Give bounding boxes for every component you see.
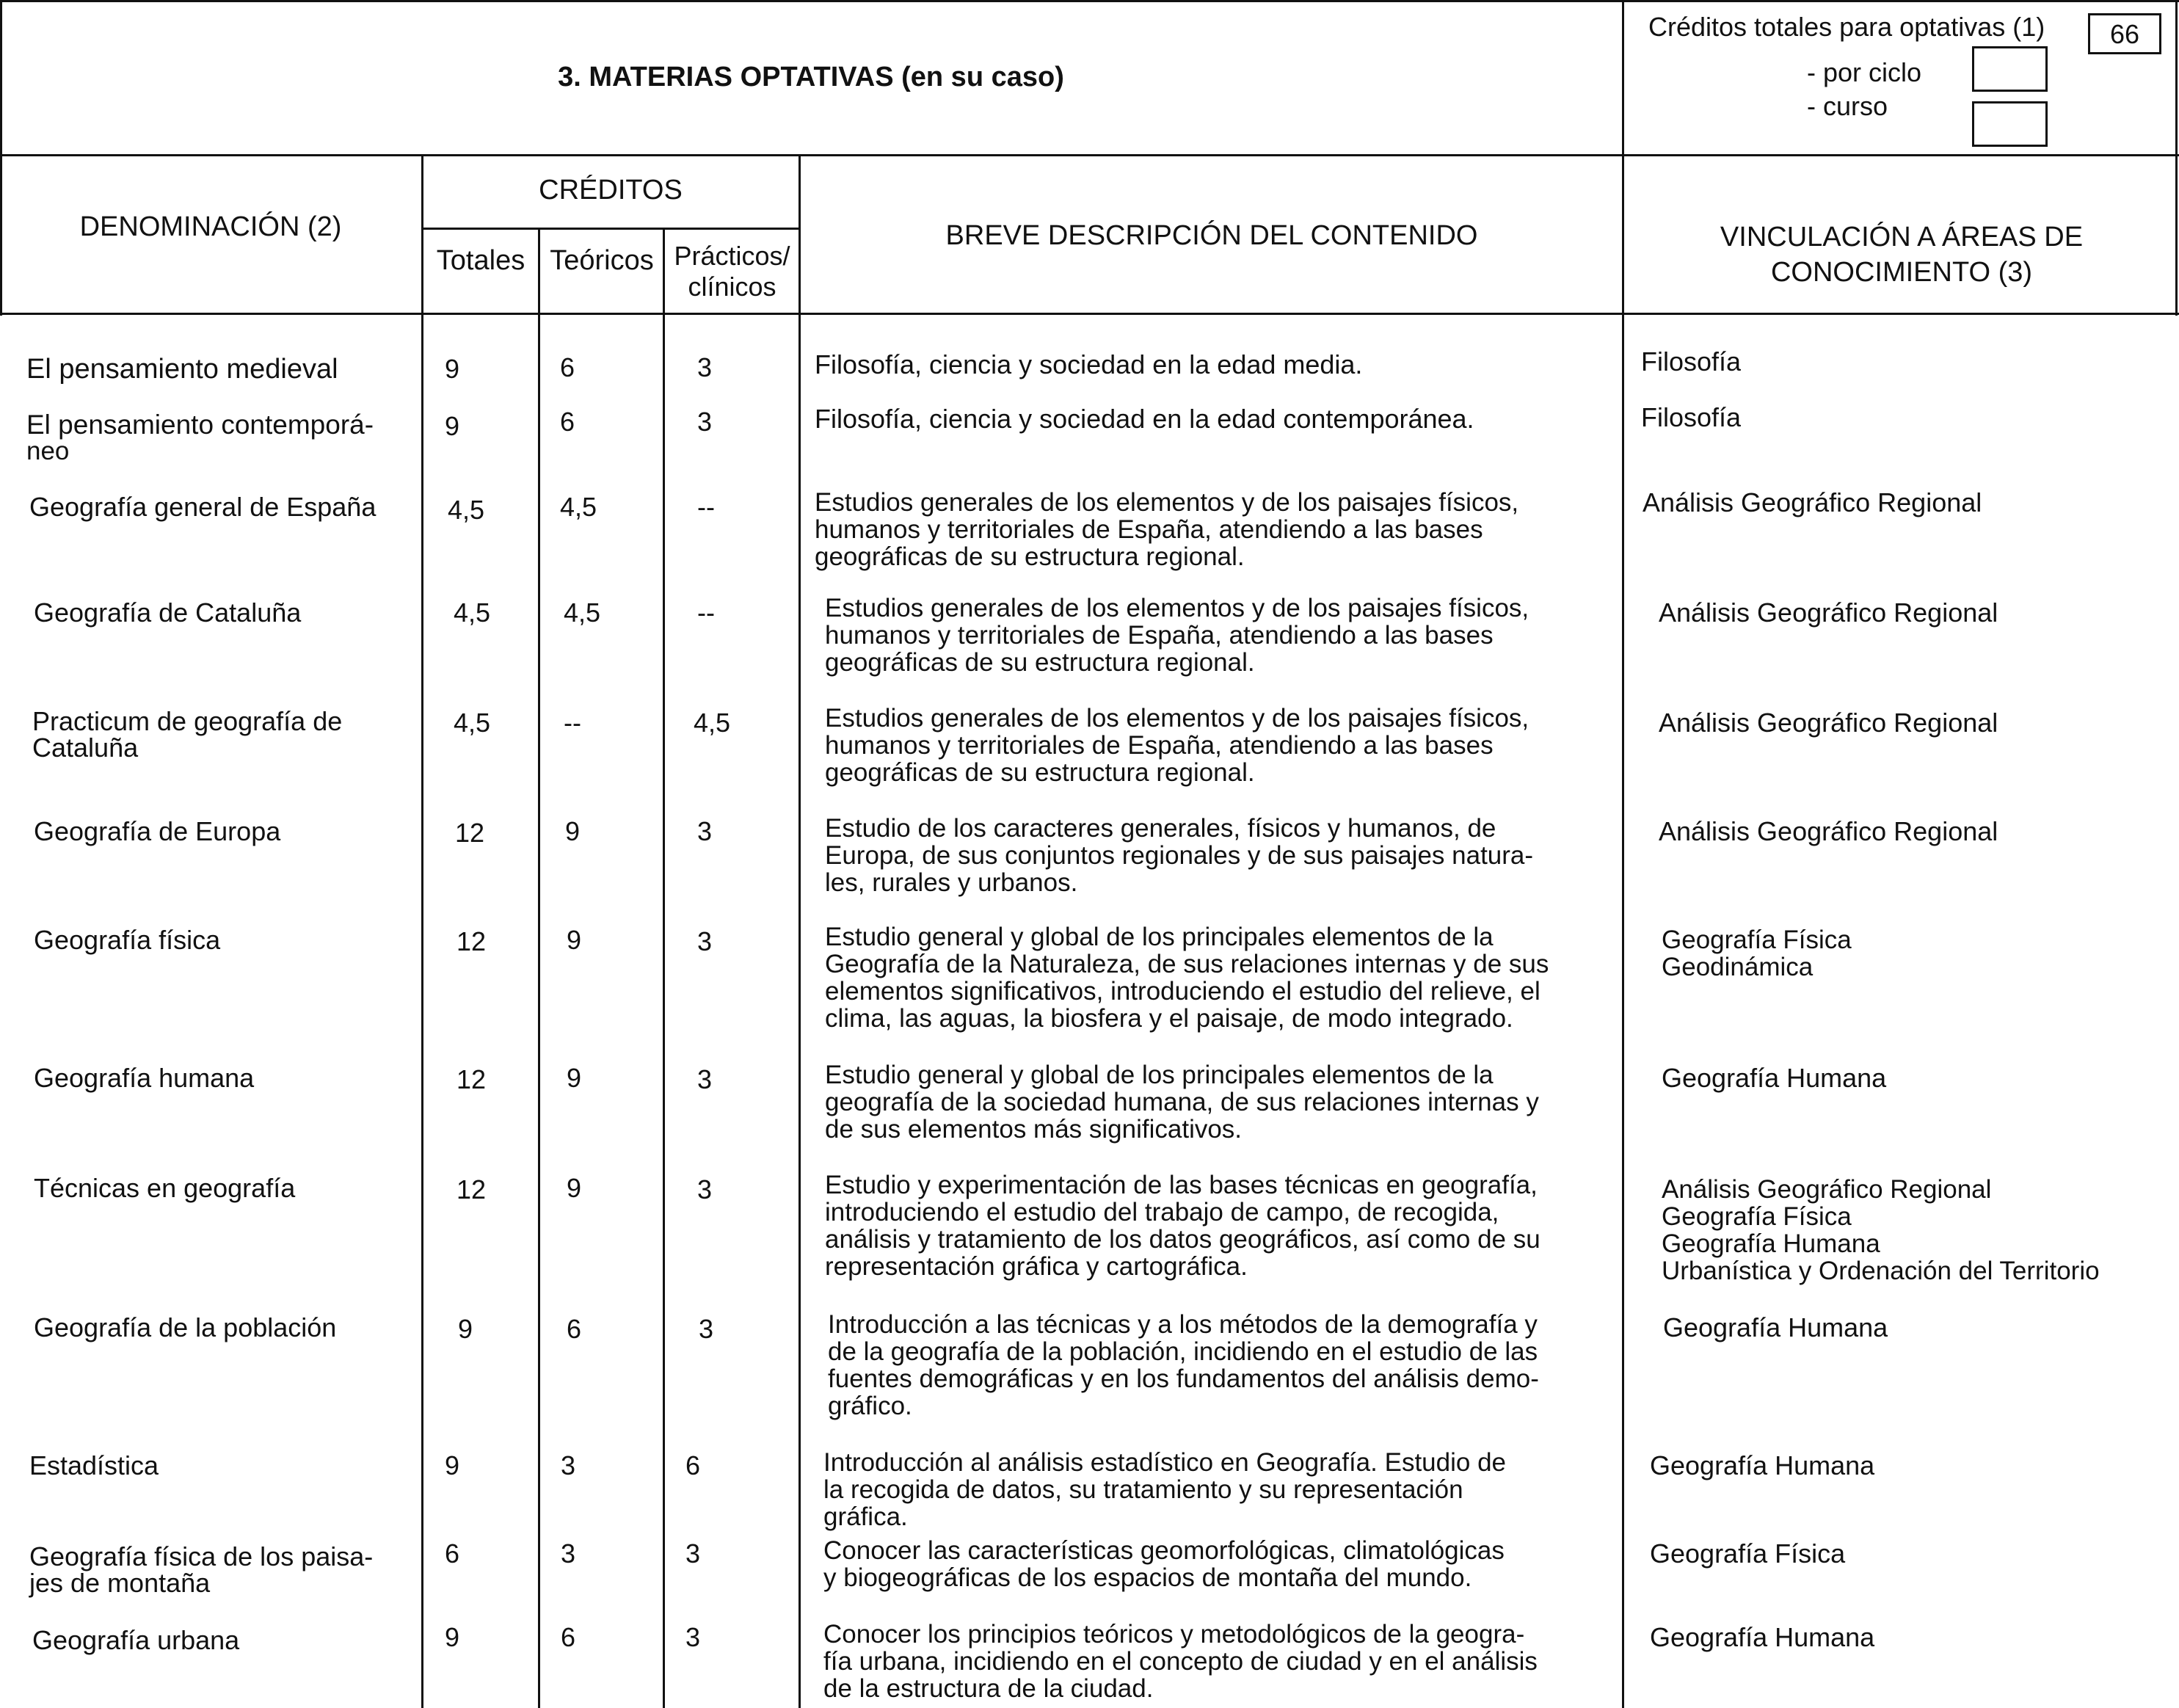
desc-line: Introducción al análisis estadístico en Geografía. Estudio de bbox=[823, 1448, 1506, 1477]
desc-line: geográficas de su estructura regional. bbox=[825, 758, 1255, 787]
header-bottom-rule bbox=[0, 313, 2179, 315]
desc-line: de sus elementos más significativos. bbox=[825, 1115, 1243, 1144]
row-area: Geografía Humana bbox=[1663, 1312, 1888, 1342]
row-practicos: 4,5 bbox=[694, 708, 731, 738]
row-area bbox=[1662, 926, 1852, 981]
desc-line: y biogeográficas de los espacios de montaña del mundo. bbox=[823, 1563, 1472, 1592]
row-name: El pensamiento medieval bbox=[26, 354, 338, 385]
desc-line: Introducción a las técnicas y a los métodos de la demografía y bbox=[828, 1310, 1538, 1339]
area-line: Análisis Geográfico Regional bbox=[1662, 1175, 1992, 1204]
desc-line: representación gráfica y cartográfica. bbox=[825, 1252, 1248, 1281]
row-practicos: 3 bbox=[685, 1538, 701, 1569]
row-descripcion bbox=[825, 923, 1549, 1032]
area-line: Geografía Física bbox=[1662, 926, 1852, 954]
row-totales: 12 bbox=[456, 926, 487, 956]
row-name: Geografía urbana bbox=[32, 1625, 240, 1655]
row-name: Geografía general de España bbox=[29, 492, 376, 522]
desc-line: la recogida de datos, su tratamiento y su representación bbox=[823, 1475, 1463, 1504]
row-teoricos: 9 bbox=[567, 925, 582, 955]
por-ciclo-label: - por ciclo bbox=[1807, 57, 1922, 87]
row-descripcion bbox=[823, 1449, 1506, 1530]
header-practicos-line2: clínicos bbox=[688, 272, 776, 302]
top-border bbox=[0, 0, 2179, 2]
col-rule-2 bbox=[538, 228, 540, 1708]
credits-total-label: Créditos totales para optativas (1) bbox=[1648, 12, 2045, 42]
row-descripcion bbox=[828, 1311, 1539, 1420]
row-practicos: 3 bbox=[697, 407, 713, 437]
row-area: Geografía Humana bbox=[1662, 1063, 1887, 1093]
header-practicos-line1: Prácticos/ bbox=[674, 241, 790, 271]
header-creditos: CRÉDITOS bbox=[539, 175, 683, 206]
desc-line: gráfico. bbox=[828, 1392, 912, 1420]
row-name: Técnicas en geografía bbox=[34, 1173, 296, 1203]
desc-line: de la estructura de la ciudad. bbox=[823, 1674, 1154, 1703]
row-name: jes de montaña bbox=[29, 1568, 211, 1598]
header-denominacion: DENOMINACIÓN (2) bbox=[79, 211, 342, 242]
desc-line: humanos y territoriales de España, atendiendo a las bases bbox=[825, 621, 1494, 650]
row-practicos: 6 bbox=[685, 1450, 701, 1480]
row-name: Geografía física de los paisa- bbox=[29, 1541, 374, 1571]
row-name: neo bbox=[26, 437, 70, 465]
desc-line: Conocer los principios teóricos y metodológicos de la geogra- bbox=[823, 1620, 1525, 1649]
area-line: Geografía Física bbox=[1662, 1202, 1852, 1231]
desc-line: introduciendo el estudio del trabajo de campo, de recogida, bbox=[825, 1198, 1499, 1227]
desc-line: Estudio y experimentación de las bases técnicas en geografía, bbox=[825, 1171, 1538, 1199]
desc-line: elementos significativos, introduciendo el estudio del relieve, el bbox=[825, 977, 1540, 1006]
row-teoricos: 9 bbox=[565, 816, 581, 846]
row-practicos: -- bbox=[697, 597, 715, 628]
row-teoricos: 6 bbox=[567, 1314, 582, 1344]
area-line: Geodinámica bbox=[1662, 953, 1814, 981]
desc-line: Europa, de sus conjuntos regionales y de sus paisajes natura- bbox=[825, 841, 1534, 870]
row-teoricos: 6 bbox=[560, 407, 575, 437]
row-totales: 9 bbox=[445, 354, 460, 384]
row-practicos: 3 bbox=[697, 1174, 713, 1204]
desc-line: fía urbana, incidiendo en el concepto de ciudad y en el análisis bbox=[823, 1647, 1538, 1676]
area-line: Geografía Humana bbox=[1662, 1229, 1880, 1258]
header-totales: Totales bbox=[436, 245, 525, 276]
row-descripcion bbox=[825, 1171, 1540, 1280]
row-totales: 9 bbox=[445, 411, 460, 441]
row-name: Estadística bbox=[29, 1450, 159, 1480]
row-area: Geografía Física bbox=[1650, 1538, 1846, 1569]
desc-line: geografía de la sociedad humana, de sus relaciones internas y bbox=[825, 1088, 1539, 1116]
credits-total-value: 66 bbox=[2109, 19, 2140, 49]
row-descripcion bbox=[823, 1621, 1538, 1702]
desc-line: análisis y tratamiento de los datos geográficos, así como de su bbox=[825, 1225, 1540, 1254]
por-ciclo-box bbox=[1972, 46, 2048, 92]
row-practicos: 3 bbox=[697, 816, 713, 846]
col-rule-1 bbox=[421, 154, 423, 1708]
desc-line: Estudios generales de los elementos y de los paisajes físicos, bbox=[825, 704, 1529, 733]
row-descripcion: Filosofía, ciencia y sociedad en la edad media. bbox=[815, 349, 1363, 379]
row-area: Filosofía bbox=[1641, 346, 1742, 377]
desc-line: Estudios generales de los elementos y de los paisajes físicos, bbox=[815, 488, 1519, 517]
row-teoricos: 3 bbox=[561, 1450, 576, 1480]
desc-line: humanos y territoriales de España, atendiendo a las bases bbox=[815, 515, 1483, 544]
row-name: Geografía física bbox=[34, 925, 221, 955]
row-totales: 4,5 bbox=[448, 495, 485, 525]
desc-line: les, rurales y urbanos. bbox=[825, 868, 1078, 897]
row-teoricos: 4,5 bbox=[564, 597, 601, 628]
desc-line: de la geografía de la población, incidiendo en el estudio de las bbox=[828, 1337, 1538, 1366]
row-totales: 9 bbox=[445, 1450, 460, 1480]
desc-line: Estudios generales de los elementos y de los paisajes físicos, bbox=[825, 594, 1529, 622]
curso-box bbox=[1972, 101, 2048, 147]
area-line: Urbanística y Ordenación del Territorio bbox=[1662, 1257, 2100, 1285]
header-vinculacion-line1: VINCULACIÓN A ÁREAS DE bbox=[1720, 222, 2084, 252]
desc-line: Estudio general y global de los principales elementos de la bbox=[825, 923, 1494, 951]
desc-line: clima, las aguas, la biosfera y el paisaje, de modo integrado. bbox=[825, 1004, 1513, 1033]
row-area: Análisis Geográfico Regional bbox=[1659, 708, 1998, 738]
row-totales: 4,5 bbox=[454, 597, 491, 628]
row-area: Geografía Humana bbox=[1650, 1622, 1875, 1652]
row-teoricos: 9 bbox=[567, 1173, 582, 1203]
desc-line: Geografía de la Naturaleza, de sus relaciones internas y de sus bbox=[825, 950, 1549, 978]
row-name: El pensamiento contemporá- bbox=[26, 410, 374, 440]
desc-line: gráfica. bbox=[823, 1502, 908, 1531]
row-totales: 12 bbox=[455, 818, 485, 848]
row-area: Análisis Geográfico Regional bbox=[1643, 487, 1982, 517]
row-descripcion bbox=[823, 1537, 1505, 1591]
row-descripcion bbox=[825, 1061, 1539, 1143]
row-teoricos: 6 bbox=[560, 352, 575, 382]
row-teoricos: 6 bbox=[561, 1622, 576, 1652]
row-totales: 6 bbox=[445, 1538, 460, 1569]
row-area bbox=[1662, 1176, 2100, 1284]
row-name: Geografía humana bbox=[34, 1063, 255, 1093]
row-practicos: 3 bbox=[697, 1064, 713, 1094]
row-name: Geografía de la población bbox=[34, 1312, 337, 1342]
desc-line: geográficas de su estructura regional. bbox=[815, 542, 1245, 571]
title-divider bbox=[0, 154, 2179, 156]
row-practicos: 3 bbox=[697, 352, 713, 382]
desc-line: Estudio general y global de los principales elementos de la bbox=[825, 1061, 1494, 1089]
row-teoricos: -- bbox=[564, 708, 581, 738]
desc-line: humanos y territoriales de España, atendiendo a las bases bbox=[825, 731, 1494, 760]
col-rule-4 bbox=[799, 154, 801, 1708]
row-area: Análisis Geográfico Regional bbox=[1659, 816, 1998, 846]
row-totales: 4,5 bbox=[454, 708, 491, 738]
row-name: Practicum de geografía de bbox=[32, 706, 343, 736]
row-area: Geografía Humana bbox=[1650, 1450, 1875, 1480]
row-descripcion bbox=[825, 705, 1529, 786]
creditos-subheader-rule bbox=[421, 228, 800, 230]
row-descripcion bbox=[825, 595, 1529, 676]
row-area: Filosofía bbox=[1641, 402, 1742, 432]
row-totales: 9 bbox=[458, 1314, 473, 1344]
desc-line: fuentes demográficas y en los fundamentos del análisis demo- bbox=[828, 1364, 1539, 1393]
header-vinculacion-line2: CONOCIMIENTO (3) bbox=[1770, 257, 2033, 288]
desc-line: Estudio de los caracteres generales, físicos y humanos, de bbox=[825, 814, 1496, 843]
row-teoricos: 4,5 bbox=[560, 492, 597, 522]
row-practicos: 3 bbox=[685, 1622, 701, 1652]
curso-label: - curso bbox=[1807, 91, 1888, 121]
row-teoricos: 9 bbox=[567, 1063, 582, 1093]
col-rule-3 bbox=[663, 228, 665, 1708]
row-descripcion bbox=[815, 489, 1518, 570]
row-practicos: -- bbox=[697, 492, 715, 522]
row-descripcion bbox=[825, 815, 1533, 896]
form-title: 3. MATERIAS OPTATIVAS (en su caso) bbox=[558, 62, 1064, 92]
row-teoricos: 3 bbox=[561, 1538, 576, 1569]
row-practicos: 3 bbox=[699, 1314, 714, 1344]
desc-line: Conocer las características geomorfológicas, climatológicas bbox=[823, 1536, 1505, 1565]
header-teoricos: Teóricos bbox=[550, 245, 654, 276]
row-totales: 12 bbox=[456, 1174, 487, 1204]
row-name: Cataluña bbox=[32, 733, 139, 763]
row-practicos: 3 bbox=[697, 926, 713, 956]
header-descripcion: BREVE DESCRIPCIÓN DEL CONTENIDO bbox=[945, 220, 1478, 251]
row-totales: 12 bbox=[456, 1064, 487, 1094]
row-totales: 9 bbox=[445, 1622, 460, 1652]
row-descripcion: Filosofía, ciencia y sociedad en la edad contemporánea. bbox=[815, 404, 1474, 434]
row-name: Geografía de Cataluña bbox=[34, 597, 302, 628]
left-border bbox=[0, 0, 2, 316]
row-area: Análisis Geográfico Regional bbox=[1659, 597, 1998, 628]
row-name: Geografía de Europa bbox=[34, 816, 281, 846]
desc-line: geográficas de su estructura regional. bbox=[825, 648, 1255, 677]
